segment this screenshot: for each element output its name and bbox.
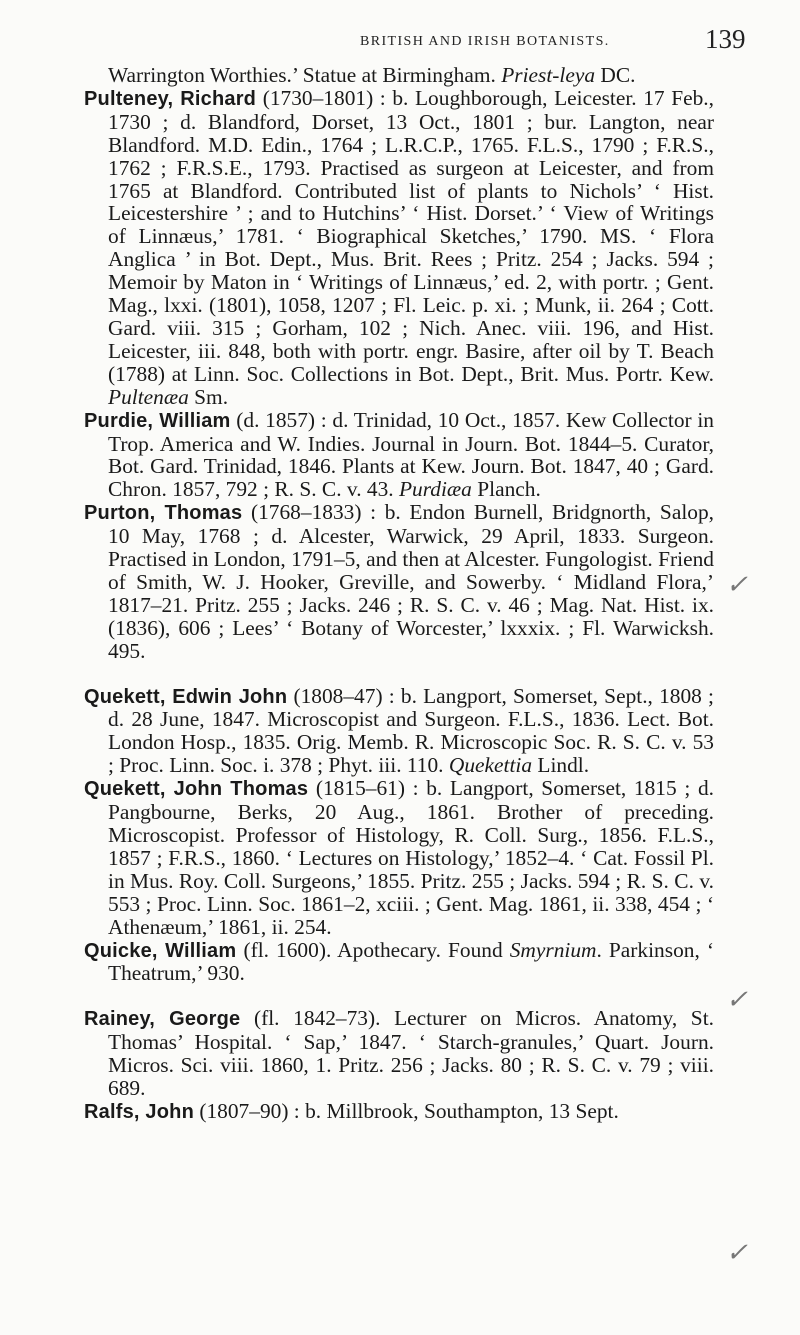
entry-quicke: [84, 939, 714, 986]
entry-name: Pulteney, Richard: [84, 87, 257, 110]
entry-name: Quekett, John Thomas: [84, 778, 309, 801]
page-number: 139: [705, 24, 746, 54]
entry-name: Ralfs, John: [84, 1100, 194, 1123]
entry-quekett-edwin: [84, 685, 714, 778]
genus-name: Smyrnium: [509, 937, 597, 962]
genus-authority: Planch.: [471, 477, 541, 502]
entry-text: (fl. 1600). Apothecary. Found: [236, 937, 510, 962]
margin-check-mark-icon: ✓: [723, 570, 754, 600]
genus-name: Pultenæa: [108, 384, 189, 409]
genus-authority: . Parkinson, ‘ Theatrum,’ 930.: [108, 937, 714, 986]
entry-purton: [84, 501, 714, 662]
entry-text: (1808–47) : b. Langport, Somerset, Sept., 1808 ; d. 28 June, 1847. Microscopist and Surgeon. F.L.S., 1836. Lect. Bot. London Hosp., 1835. Orig. Memb. R. Microscopic Soc. R. S. C. v. 53 ; Proc. Linn. Soc. i. 378 ; Phyt. iii. 110.: [108, 683, 714, 778]
running-head: BRITISH AND IRISH BOTANISTS.: [360, 34, 610, 49]
entry-name: Quekett, Edwin John: [84, 685, 288, 708]
entry-text: (1815–61) : b. Langport, Somerset, 1815 ; d. Pangbourne, Berks, 20 Aug., 1861. Brother of preceding. Microscopist. Professor of Histology, R. Coll. Surg., 1856. F.L.S., 1857 ; F.R.S., 1860. ‘ Lectures on Histology,’ 1852–4. ‘ Cat. Fossil Pl. in Mus. Roy. Coll. Surgeons,’ 1855. Pritz. 255 ; Jacks. 594 ; R. S. C. v. 553 ; Proc. Linn. Soc. 1861–2, xciii. ; Gent. Mag. 1861, ii. 338, 454 ; ‘ Athenæum,’ 1861, ii. 254.: [108, 776, 714, 939]
genus-authority: Lindl.: [532, 753, 590, 778]
entry-text: (1730–1801) : b. Loughborough, Leicester. 17 Feb., 1730 ; d. Blandford, Dorset, 13 Oct., 1801 ; bur. Langton, near Blandford. M.D. Edin., 1764 ; L.R.C.P., 1765. F.L.S., 1790 ; F.R.S., 1762 ; F.R.S.E., 1793. Practised as surgeon at Leicester, and from 1765 at Blandford. Contributed list of plants to Nichols’ ‘ Hist. Leicestershire ’ ; and to Hutchins’ ‘ Hist. Dorset.’ ‘ View of Writings of Linnæus,’ 1781. ‘ Biographical Sketches,’ 1790. MS. ‘ Flora Anglica ’ in Bot. Dept., Mus. Brit. Rees ; Pritz. 254 ; Jacks. 594 ; Memoir by Maton in ‘ Writings of Linnæus,’ ed. 2, with portr. ; Gent. Mag., lxxi. (1801), 1058, 1207 ; Fl. Leic. p. xi. ; Munk, ii. 264 ; Cott. Gard. viii. 315 ; Gorham, 102 ; Nich. Anec. viii. 196, and Hist. Leicester, iii. 848, both with portr. engr. Basire, after oil by T. Beach (1788) at Linn. Soc. Collections in Bot. Dept., Brit. Mus. Portr. Kew.: [108, 85, 714, 386]
entry-purdie: [84, 409, 714, 502]
entry-text: (1807–90) : b. Millbrook, Southampton, 13 Sept.: [194, 1098, 619, 1123]
entry-text: (1768–1833) : b. Endon Burnell, Bridgnorth, Salop, 10 May, 1768 ; d. Alcester, Warwick, 29 April, 1833. Surgeon. Practised in London, 1791–5, and then at Alcester. Fungologist. Friend of Smith, W. J. Hooker, Greville, and Sowerby. ‘ Midland Flora,’ 1817–21. Pritz. 255 ; Jacks. 246 ; R. S. C. v. 46 ; Mag. Nat. Hist. ix. (1836), 606 ; Lees’ ‘ Botany of Worcester,’ lxxxix. ; Fl. Warwicksh. 495.: [108, 500, 714, 663]
entry-text: (d. 1857) : d. Trinidad, 10 Oct., 1857. Kew Collector in Trop. America and W. Indies. Journal in Journ. Bot. 1844–5. Curator, Bot. Gard. Trinidad, 1846. Plants at Kew. Journ. Bot. 1847, 40 ; Gard. Chron. 1857, 792 ; R. S. C. v. 43.: [108, 407, 714, 502]
genus-name: Purdiæa: [398, 477, 472, 502]
entry-rainey: [84, 1007, 714, 1100]
genus-name: Priest-leya: [501, 63, 596, 87]
entry-name: Quicke, William: [84, 939, 237, 962]
entry-pulteney: [84, 87, 714, 409]
entry-quekett-john: [84, 777, 714, 938]
genus-authority: Sm.: [188, 384, 229, 409]
entries-column: [84, 64, 714, 1124]
genus-name: Quekettia: [448, 753, 533, 778]
entry-name: Rainey, George: [84, 1008, 241, 1031]
margin-check-mark-icon: ✓: [723, 1238, 754, 1268]
genus-authority: DC.: [595, 63, 636, 87]
margin-check-mark-icon: ✓: [723, 985, 754, 1015]
entry-continuation: [84, 64, 714, 87]
entry-ralfs: [84, 1100, 714, 1124]
entry-name: Purton, Thomas: [84, 502, 243, 525]
entry-text: (fl. 1842–73). Lecturer on Micros. Anatomy, St. Thomas’ Hospital. ‘ Sap,’ 1847. ‘ Starch-granules,’ Quart. Journ. Micros. Sci. viii. 1860, 1. Pritz. 256 ; Jacks. 80 ; R. S. C. v. 79 ; viii. 689.: [108, 1006, 714, 1101]
entry-text: Warrington Worthies.’ Statue at Birmingham.: [108, 63, 502, 87]
entry-name: Purdie, William: [84, 409, 231, 432]
